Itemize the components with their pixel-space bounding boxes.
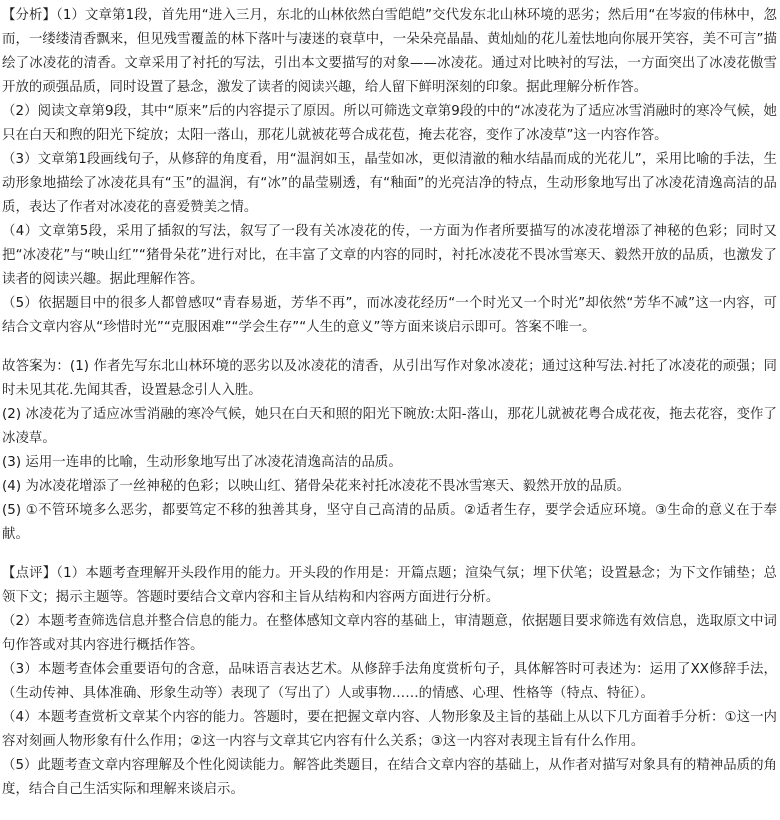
- comment-paragraph: （4）本题考查赏析文章某个内容的能力。答题时，要在把握文章内容、人物形象及主旨的基础上从以下几方面着手分析：①这一内容对刻画人物形象有什么作用；②这一内容与文章其它内容有什么关系；③这一内容对表现主旨有什么作用。: [2, 710, 777, 749]
- answer-paragraph: (4) 为冰凌花增添了一丝神秘的色彩；以映山红、猪骨朵花来衬托冰凌花不畏冰雪寒天、毅然开放的品质。: [2, 479, 631, 494]
- section-spacer: [2, 340, 777, 355]
- answer-paragraph: (3) 运用一连串的比喻，生动形象地写出了冰凌花清逸高洁的品质。: [2, 455, 402, 470]
- comment-paragraph: （2）本题考查筛选信息并整合信息的能力。在整体感知文章内容的基础上，审清题意，依据题目要求筛选有效信息，选取原文中词句作答或对其内容进行概括作答。: [2, 614, 777, 653]
- analysis-paragraph: 【分析】（1）文章第1段，首先用“进入三月，东北的山林依然白雪皑皑”交代发东北山林环境的恶劣；然后用“在岑寂的伟林中，忽而，一缕缕清香飘来，但见残雪覆盖的林下落叶与凄迷的衰草中，一朵朵亮晶晶、黄灿灿的花儿羞怯地向你展开笑容，美不可言”描绘了冰凌花的清香。文章采用了衬托的写法，引出本文要描写的对象——冰凌花。通过对比映衬的写法，一方面突出了冰凌花傲雪开放的顽强品质，同时设置了悬念，激发了读者的阅读兴趣，给人留下鲜明深刻的印象。据此理解分析作答。: [2, 8, 777, 95]
- answer-paragraph: (5) ①不管环境多么恶劣，都要笃定不移的独善其身，坚守自己高清的品质。②适者生存，要学会适应环境。③生命的意义在于奉献。: [2, 503, 777, 542]
- answer-paragraph: (2) 冰凌花为了适应冰雪消融的寒冷气候，她只在白天和照的阳光下晼放:太阳-落山，那花儿就被花粤合成花夜，拖去花容，变作了冰凌草。: [2, 407, 777, 446]
- section-spacer: [2, 547, 777, 562]
- comment-section: [2, 562, 777, 802]
- comment-paragraph: （3）本题考查体会重要语句的含意，品味语言表达艺术。从修辞手法角度赏析句子，具体解答时可表述为：运用了XX修辞手法，（生动传神、具体准确、形象生动等）表现了（写出了）人或事物……的情感、心理、性格等（特点、特征）。: [2, 662, 777, 701]
- answer-paragraph: 故答案为：(1) 作者先写东北山林环境的恶劣以及冰凌花的清香，从引出写作对象冰凌花；通过这种写法.衬托了冰凌花的顽强；同时未见其花.先闻其香，设置悬念引人入胜。: [2, 359, 777, 398]
- analysis-paragraph: （5）依据题目中的很多人都曾感叹“青春易逝，芳华不再”，而冰凌花经历“一个时光又一个时光”却依然“芳华不减”这一内容，可结合文章内容从“珍惜时光”“克服困难”“学会生存”“人生的意义”等方面来谈启示即可。答案不唯一。: [2, 296, 777, 335]
- comment-paragraph: 【点评】（1）本题考查理解开头段作用的能力。开头段的作用是：开篇点题；渲染气氛；埋下伏笔；设置悬念；为下文作铺垫；总领下文；揭示主题等。答题时要结合文章内容和主旨从结构和内容两方面进行分析。: [2, 566, 777, 605]
- analysis-paragraph: （3）文章第1段画线句子，从修辞的角度看，用“温润如玉，晶莹如冰，更似清澈的釉水结晶而成的光花儿”，采用比喻的手法，生动形象地描绘了冰凌花具有“玉”的温润，有“冰”的晶莹剔透，有“釉面”的光亮洁净的特点，生动形象地写出了冰凌花清逸高洁的品质，表达了作者对冰凌花的喜爱赞美之情。: [2, 152, 777, 215]
- comment-paragraph: （5）此题考查文章内容理解及个性化阅读能力。解答此类题目，在结合文章内容的基础上，从作者对描写对象具有的精神品质的角度，结合自己生活实际和理解来谈启示。: [2, 758, 777, 797]
- analysis-paragraph: （2）阅读文章第9段，其中“原来”后的内容提示了原因。所以可筛选文章第9段的中的“冰凌花为了适应冰雪消融时的寒冷气候，她只在白天和煦的阳光下绽放；太阳一落山，那花儿就被花萼合成花苞，掩去花容，变作了冰凌草”这一内容作答。: [2, 104, 777, 143]
- analysis-section: [2, 4, 777, 340]
- answer-section: [2, 355, 777, 547]
- analysis-paragraph: （4）文章第5段，采用了插叙的写法，叙写了一段有关冰凌花的传，一方面为作者所要描写的冰凌花增添了神秘的色彩；同时又把“冰凌花”与“映山红”“猪骨朵花”进行对比，在丰富了文章的内容的同时，衬托冰凌花不畏冰雪寒天、毅然开放的品质，也激发了读者的阅读兴趣。据此理解作答。: [2, 224, 777, 287]
